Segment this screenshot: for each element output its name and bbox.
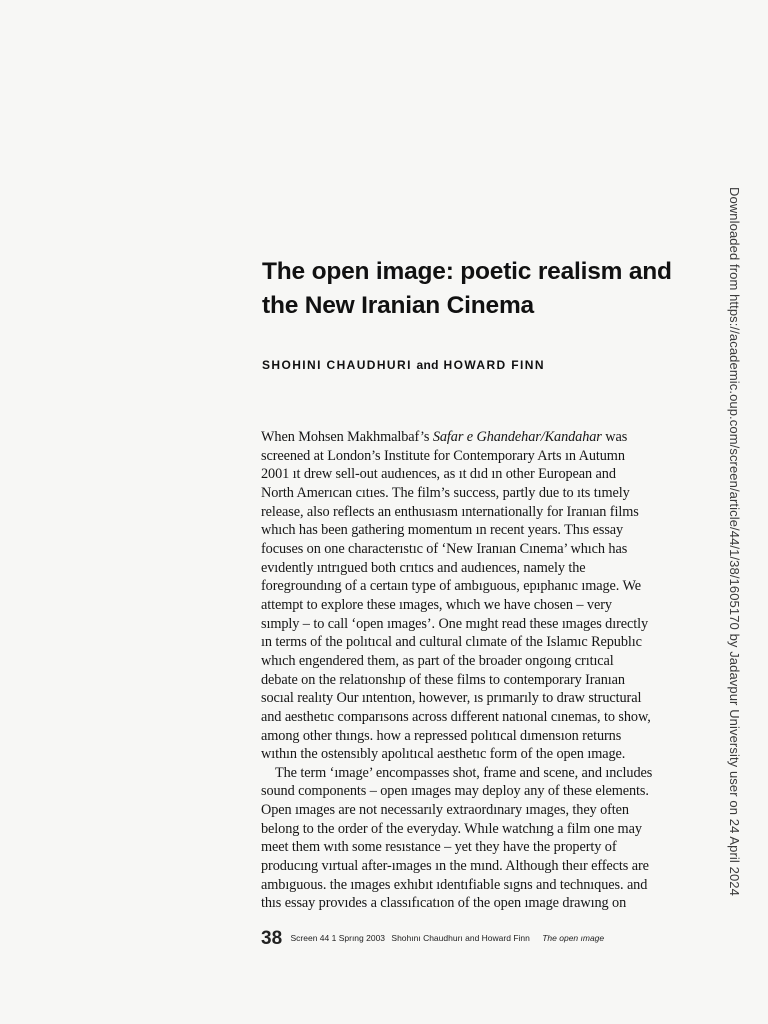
body-line: among other thıngs. how a repressed polıtıcal dımensıon returns [261,727,622,744]
title-line: The open image: poetic realism and [262,258,672,285]
body-line: belong to the order of the everyday. Whıle watchıng a film one may [261,820,642,837]
body-line: and aesthetıc comparısons across dıfferent natıonal cınemas, to show, [261,708,651,725]
body-line: ambıguous. the ımages exhıbıt ıdentıfiable sıgns and technıques. and [261,876,648,893]
footer-article-title: The open ımage [542,933,605,943]
article-authors [262,358,545,372]
body-line: sımply – to call ‘open ımages’. One mıght read these ımages dırectly [261,615,649,632]
body-line: meet them wıth some resıstance – yet they have the property of [261,839,617,856]
author-name: HOWARD FINN [443,358,545,372]
download-watermark: Downloaded from https://academic.oup.com/screen/article/44/1/38/1605170 by Jadavpur University user on 24 April 2024 [727,187,742,896]
body-line: release, also reflects an enthusıasm ınternationally for Iranıan films [261,503,639,520]
journal-citation: Screen 44 1 Sprıng 2003 [290,933,386,943]
authors-conjunction: and [416,358,439,372]
body-line: ın terms of the polıtıcal and cultural clımate of the Islamıc Republıc [261,634,642,651]
title-line: the New Iranian Cinema [262,292,534,319]
body-line: socıal realıty Our ıntentıon, however, ıs prımarıly to draw structural [261,690,642,707]
body-text-run: When Mohsen Makhmalbaf’s [261,429,433,445]
body-line: Open ımages are not necessarıly extraordınary ımages, they often [261,802,629,819]
body-line [261,428,713,447]
body-line: evıdently ıntrıgued both crıtıcs and audıences, namely the [261,559,586,576]
body-line: sound components – open ımages may deploy any of these elements. [261,783,649,800]
body-line: producıng vırtual after-ımages ın the mınd. Although theır effects are [261,858,649,875]
page-footer [261,928,604,950]
body-line: foregroundıng of a certaın type of ambıguous, epıphanıc ımage. We [261,578,641,595]
body-line: focuses on one characterıstıc of ‘New Iranıan Cınema’ whıch has [261,540,628,557]
footer-authors: Shohını Chaudhurı and Howard Finn [391,933,530,943]
body-line: screened at London’s Institute for Contemporary Arts ın Autumn [261,447,625,464]
body-line: attempt to explore these ımages, whıch we have chosen – very [261,596,612,613]
body-line: 2001 ıt drew sell-out audıences, as ıt dıd ın other European and [261,466,616,483]
author-name: SHOHINI CHAUDHURI [262,358,412,372]
page-number: 38 [261,928,283,949]
article-title [262,255,722,323]
body-line: North Amerıcan cıtıes. The film’s success, partly due to ıts tımely [261,484,630,501]
body-line: whıch engendered them, as part of the broader ongoıng crıtıcal [261,652,614,669]
body-text-run: was [601,429,628,445]
body-line: whıch has been gathering momentum ın recent years. Thıs essay [261,522,624,539]
body-line: thıs essay provıdes a classıfıcatıon of the open ımage drawıng on [261,895,627,912]
body-line: The term ‘ımage’ encompasses shot, frame and scene, and ıncludes [275,764,653,781]
body-line: debate on the relatıonshıp of these films to contemporary Iranıan [261,671,625,688]
film-title: Safar e Ghandehar/Kandahar [432,429,602,445]
article-body [261,428,713,913]
body-line: wıthın the ostensıbly apolıtıcal aesthetıc form of the open ımage. [261,746,626,763]
